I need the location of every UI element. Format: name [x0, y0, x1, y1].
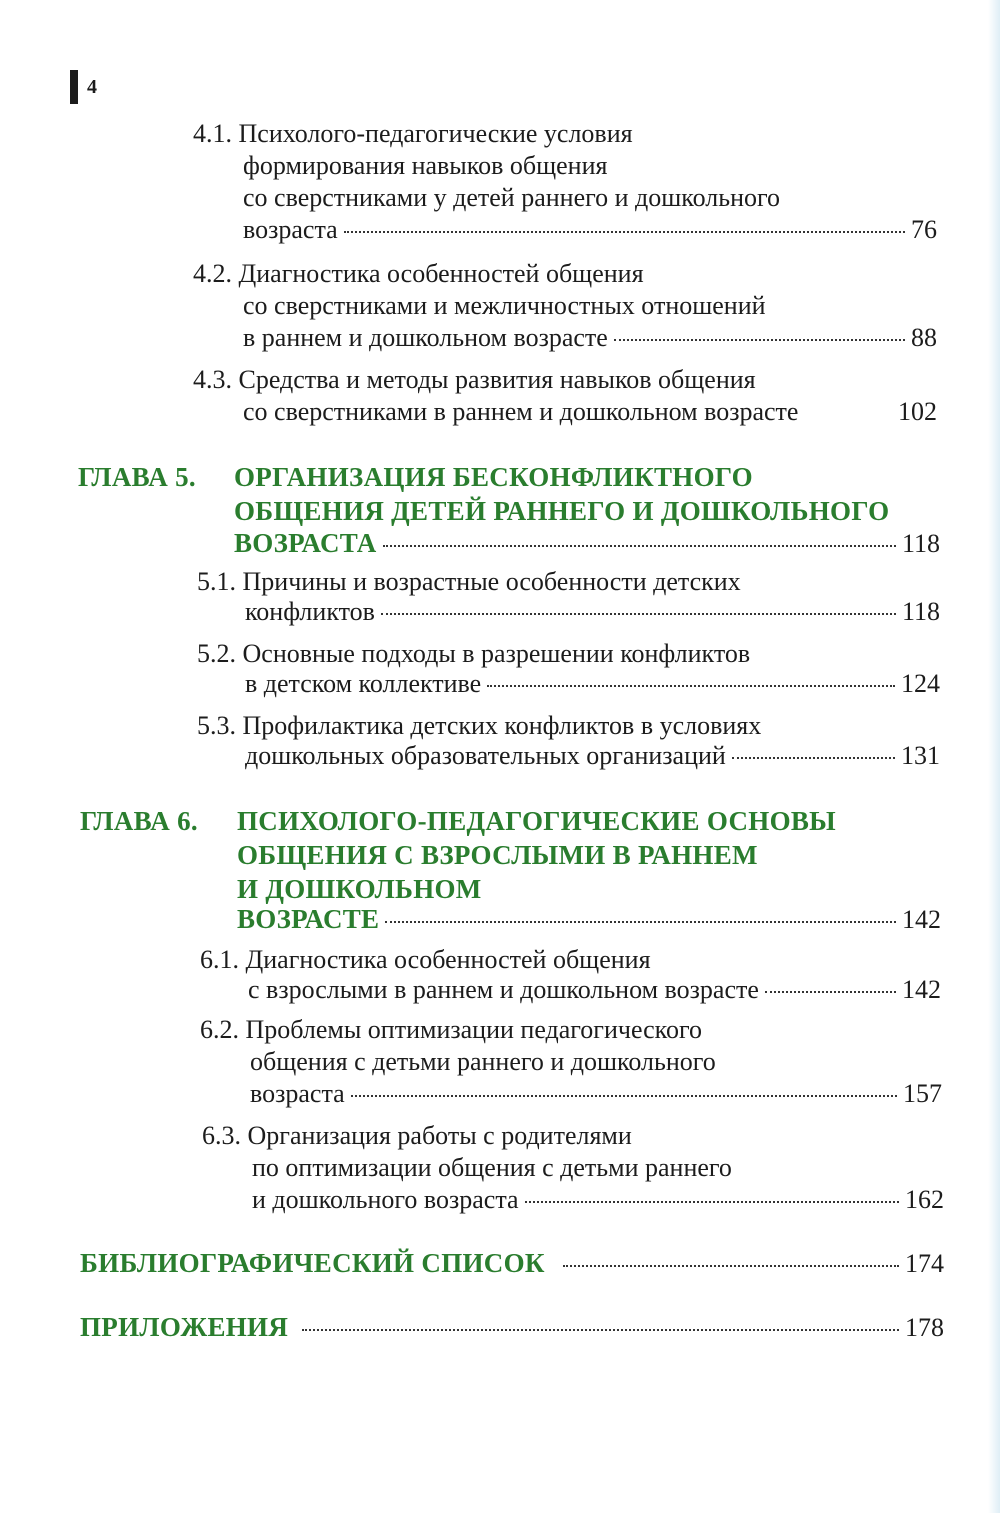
- section-title-line: со сверстниками и межличностных отношений: [243, 291, 766, 320]
- toc-entry-5-3-leader-row: [245, 740, 940, 772]
- section-title-line: Психолого-педагогические условия: [238, 119, 633, 148]
- chapter-title-last-line: ВОЗРАСТА: [234, 528, 377, 558]
- section-title-last-line: дошкольных образовательных организаций: [245, 741, 726, 770]
- toc-appendices[interactable]: [80, 1310, 944, 1345]
- dot-leader: [302, 1329, 899, 1331]
- page-ref: 142: [902, 905, 941, 934]
- dot-leader: [381, 613, 896, 615]
- toc-entry-6-1[interactable]: [200, 944, 651, 976]
- section-title-line: со сверстниками у детей раннего и дошкольного: [243, 183, 781, 212]
- toc-entry-6-2[interactable]: [200, 1014, 716, 1078]
- chapter-title-line: И ДОШКОЛЬНОМ: [237, 874, 482, 904]
- page-ref: 174: [905, 1249, 944, 1278]
- section-number: 4.1.: [193, 119, 232, 148]
- bibliography-title: БИБЛИОГРАФИЧЕСКИЙ СПИСОК: [80, 1248, 545, 1278]
- section-title-line: Диагностика особенностей общения: [245, 945, 651, 974]
- toc-entry-4-1-leader-row: [243, 214, 937, 246]
- page-ref: 118: [901, 597, 940, 626]
- toc-entry-line: [200, 944, 651, 976]
- toc-entry-5-2-leader-row: [245, 668, 940, 700]
- chapter-title-line: ПСИХОЛОГО-ПЕДАГОГИЧЕСКИЕ ОСНОВЫ: [237, 806, 836, 836]
- dot-leader: [732, 757, 895, 759]
- toc-entry-4-3[interactable]: [193, 364, 756, 396]
- chapter-title-line: ОРГАНИЗАЦИЯ БЕСКОНФЛИКТНОГО: [234, 462, 753, 492]
- page-number-bar: [70, 70, 78, 104]
- dot-leader: [487, 685, 895, 687]
- toc-entry-6-1-leader-row: [248, 974, 941, 1006]
- appendices-title: ПРИЛОЖЕНИЯ: [80, 1312, 289, 1342]
- toc-entry-5-2[interactable]: [197, 638, 750, 670]
- toc-entry-6-3[interactable]: [202, 1120, 732, 1184]
- section-title-last-line: и дошкольного возраста: [252, 1185, 519, 1214]
- page-edge: [988, 0, 1000, 1513]
- toc-entry-4-2[interactable]: [193, 258, 766, 322]
- section-title-last-line: в детском коллективе: [245, 669, 482, 698]
- section-number: 4.3.: [193, 365, 232, 394]
- chapter-label: ГЛАВА 6.: [80, 806, 198, 836]
- dot-leader: [385, 921, 896, 923]
- page-ref: 178: [905, 1313, 944, 1342]
- chapter-title-line: ОБЩЕНИЯ ДЕТЕЙ РАННЕГО И ДОШКОЛЬНОГО: [234, 496, 890, 526]
- page-ref: 118: [901, 529, 940, 558]
- dot-leader: [765, 991, 896, 993]
- toc-entry-6-3-leader-row: [252, 1184, 944, 1216]
- dot-leader: [525, 1201, 899, 1203]
- toc-entry-line: [193, 364, 756, 396]
- toc-entry-line: [197, 638, 750, 670]
- section-title-line: Причины и возрастные особенности детских: [242, 567, 741, 596]
- section-title-line: Основные подходы в разрешении конфликтов: [242, 639, 751, 668]
- toc-entry-line: [197, 566, 741, 598]
- toc-entry-line: [200, 1014, 716, 1046]
- section-title-line: Диагностика особенностей общения: [238, 259, 644, 288]
- section-title-line: Средства и методы развития навыков общения: [238, 365, 756, 394]
- page-ref: 102: [898, 397, 937, 426]
- dot-leader: [614, 339, 905, 341]
- section-title-line: по оптимизации общения с детьми раннего: [252, 1153, 732, 1182]
- section-title-last-line: возраста: [250, 1079, 345, 1108]
- page-ref: 124: [901, 669, 940, 698]
- page-ref: 162: [905, 1185, 944, 1214]
- section-title-last-line: в раннем и дошкольном возрасте: [243, 323, 608, 352]
- dot-leader: [383, 545, 896, 547]
- section-number: 4.2.: [193, 259, 232, 288]
- toc-entry-5-3[interactable]: [197, 710, 761, 742]
- toc-chapter-6-leader-row: [237, 902, 941, 937]
- toc-entry-4-1[interactable]: [193, 118, 780, 214]
- toc-entry-6-2-leader-row: [250, 1078, 942, 1110]
- toc-entry-line: [197, 710, 761, 742]
- toc-entry-line: [193, 118, 780, 150]
- toc-entry-5-1-leader-row: [245, 596, 940, 628]
- page-number-text: 4: [87, 76, 97, 98]
- toc-chapter-6[interactable]: [237, 804, 836, 906]
- section-number: 5.2.: [197, 639, 236, 668]
- page-number: [70, 70, 97, 104]
- toc-chapter-5[interactable]: [234, 460, 889, 528]
- chapter-label: ГЛАВА 5.: [78, 462, 196, 492]
- toc-entry-4-3-leader-row: [243, 396, 937, 428]
- page-ref: 131: [901, 741, 940, 770]
- section-title-last-line: возраста: [243, 215, 338, 244]
- page-ref: 88: [911, 323, 937, 352]
- section-title-line: общения с детьми раннего и дошкольного: [250, 1047, 716, 1076]
- dot-leader: [344, 231, 905, 233]
- section-title-line: Проблемы оптимизации педагогического: [245, 1015, 703, 1044]
- toc-chapter-5-leader-row: [234, 526, 940, 561]
- section-title-last-line: с взрослыми в раннем и дошкольном возрасте: [248, 975, 759, 1004]
- toc-bibliography[interactable]: [80, 1246, 944, 1281]
- page-ref: 76: [911, 215, 937, 244]
- chapter-title-last-line: ВОЗРАСТЕ: [237, 904, 380, 934]
- dot-leader: [563, 1265, 899, 1267]
- section-title-line: Организация работы с родителями: [247, 1121, 632, 1150]
- chapter-title-line: ОБЩЕНИЯ С ВЗРОСЛЫМИ В РАННЕМ: [237, 840, 758, 870]
- dot-leader: [351, 1095, 897, 1097]
- section-title-last-line: конфликтов: [245, 597, 375, 626]
- page-ref: 142: [902, 975, 941, 1004]
- section-number: 6.3.: [202, 1121, 241, 1150]
- page-ref: 157: [903, 1079, 942, 1108]
- section-title-line: формирования навыков общения: [243, 151, 608, 180]
- section-number: 5.1.: [197, 567, 236, 596]
- toc-entry-5-1[interactable]: [197, 566, 741, 598]
- section-title-line: Профилактика детских конфликтов в условиях: [242, 711, 762, 740]
- toc-entry-line: [193, 258, 766, 290]
- toc-entry-line: [202, 1120, 732, 1152]
- toc-entry-4-2-leader-row: [243, 322, 937, 354]
- section-number: 6.1.: [200, 945, 239, 974]
- section-title-last-line: со сверстниками в раннем и дошкольном возрасте: [243, 397, 799, 426]
- section-number: 6.2.: [200, 1015, 239, 1044]
- section-number: 5.3.: [197, 711, 236, 740]
